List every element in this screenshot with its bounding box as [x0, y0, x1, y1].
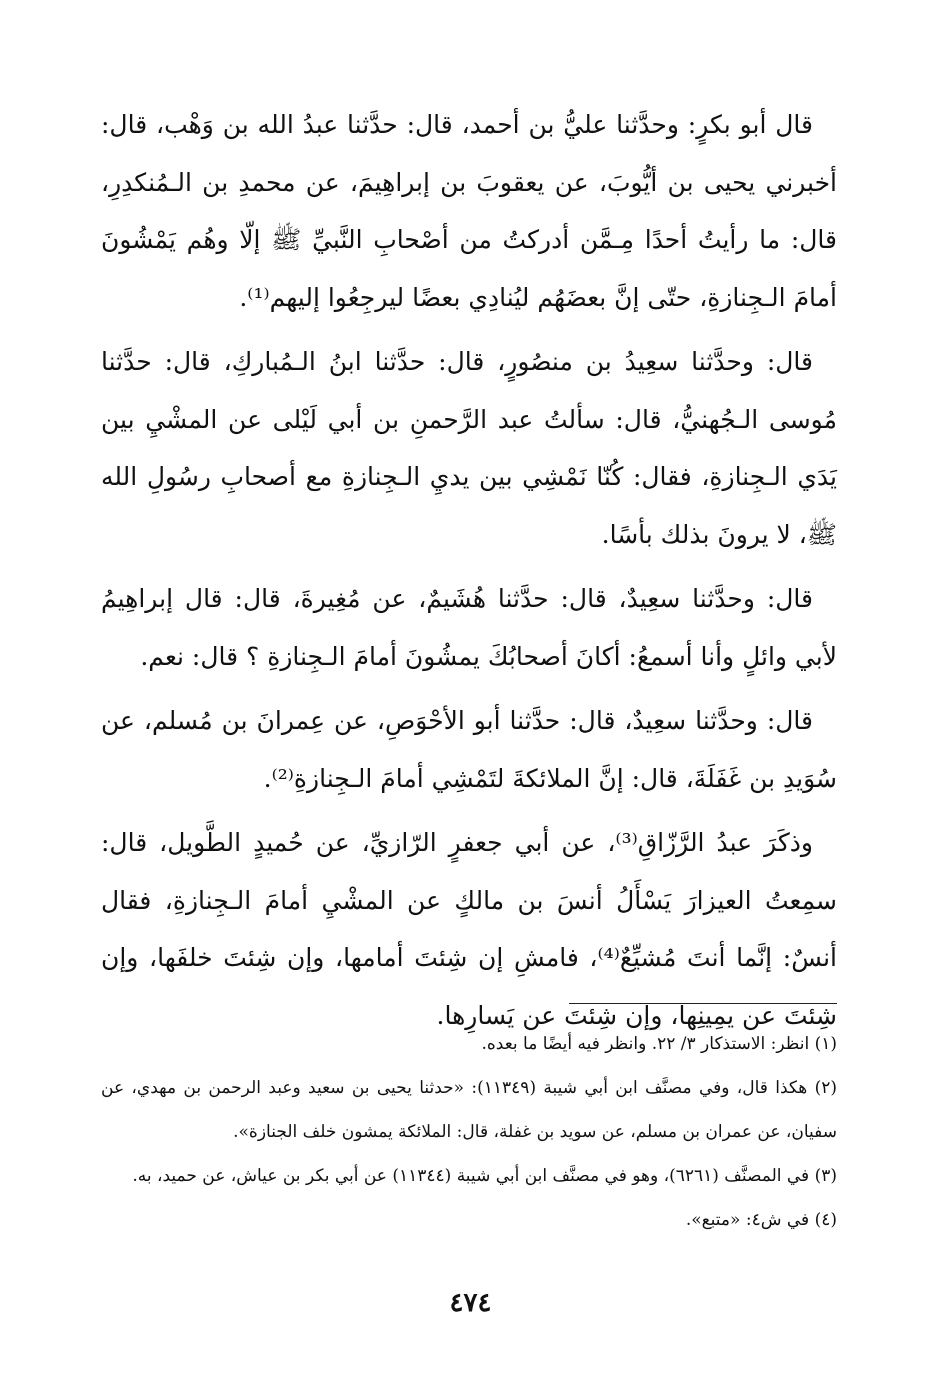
footnote-1: (١) انظر: الاستذكار ٣/ ٢٢. وانظر فيه أيضًا ما بعده.	[481, 1034, 837, 1054]
footnote-3: (٣) في المصنَّف (٦٢٦١)، وهو في مصنَّف ابن أبي شيبة (١١٣٤٤) عن أبي بكر بن عياش، عن حميد، به.	[132, 1166, 837, 1186]
paragraph-4: قال: وحدَّثنا سعِيدٌ، قال: حدَّثنا أبو الأحْوَصِ، عن عِمرانَ بن مُسلم، عن سُوَيدِ بن غَفَلَةَ، قال: إنَّ الملائكةَ لتَمْشِي أمامَ الـجِنازةِ⁽²⁾.	[101, 706, 837, 793]
paragraph-2: قال: وحدَّثنا سعِيدُ بن منصُورٍ، قال: حدَّثنا ابنُ الـمُباركِ، قال: حدَّثنا مُوسى الـجُهنيُّ، قال: سألتُ عبد الرَّحمنِ بن أبي لَيْلى عن المشْيِ بين يَدَي الـجِنازةِ، فقال: كُنّا نَمْشِي بين يديِ الـجِنازةِ مع أصحابِ رسُولِ الله ﷺ، لا يرونَ بذلك بأسًا.	[101, 347, 837, 549]
paragraph-1: قال أبو بكرٍ: وحدَّثنا عليُّ بن أحمد، قال: حدَّثنا عبدُ الله بن وَهْب، قال: أخبرني يحيى بن أيُّوبَ، عن يعقوبَ بن إبراهِيمَ، عن محمدِ بن الـمُنكدِرِ، قال: ما رأيتُ أحدًا مِـمَّن أدركتُ من أصْحابِ النَّبيِّ ﷺ إلّا وهُم يَمْشُونَ أمامَ الـجِنازةِ، حتّى إنَّ بعضَهُم ليُنادِي بعضًا ليرجِعُوا إليهم⁽¹⁾.	[101, 110, 837, 312]
paragraph-5: وذكَرَ عبدُ الرَّزّاقِ⁽³⁾، عن أبي جعفرٍ الرّازيِّ، عن حُميدٍ الطَّويل، قال: سمِعتُ العيزارَ يَسْأَلُ أنسَ بن مالكٍ عن المشْيِ أمامَ الـجِنازةِ، فقال أنسٌ: إنَّما أنتَ مُشيِّعٌ⁽⁴⁾، فامشِ إن شِئتَ أمامها، وإن شِئتَ خلفَها، وإن شِئتَ عن يمِينِها، وإن شِئتَ عن يَسارِها.	[101, 828, 837, 1030]
footnote-2: (٢) هكذا قال، وفي مصنَّف ابن أبي شيبة (١١٣٤٩): «حدثنا يحيى بن سعيد وعبد الرحمن بن مهدي، عن سفيان، عن عمران بن مسلم، عن سويد بن غفلة، قال: الملائكة يمشون خلف الجنازة».	[101, 1078, 837, 1142]
footnotes	[101, 1022, 837, 1242]
page-number: ٤٧٤	[449, 1288, 492, 1318]
paragraph-3: قال: وحدَّثنا سعِيدٌ، قال: حدَّثنا هُشَيمٌ، عن مُغِيرةَ، قال: قال إبراهِيمُ لأبي وائلٍ وأنا أسمعُ: أكانَ أصحابُكَ يمشُونَ أمامَ الـجِنازةِ ؟ قال: نعم.	[101, 584, 837, 671]
main-text-body	[101, 96, 837, 1051]
footnote-4: (٤) في ش٤: «متبع».	[685, 1210, 837, 1230]
footnote-divider	[569, 1003, 837, 1004]
